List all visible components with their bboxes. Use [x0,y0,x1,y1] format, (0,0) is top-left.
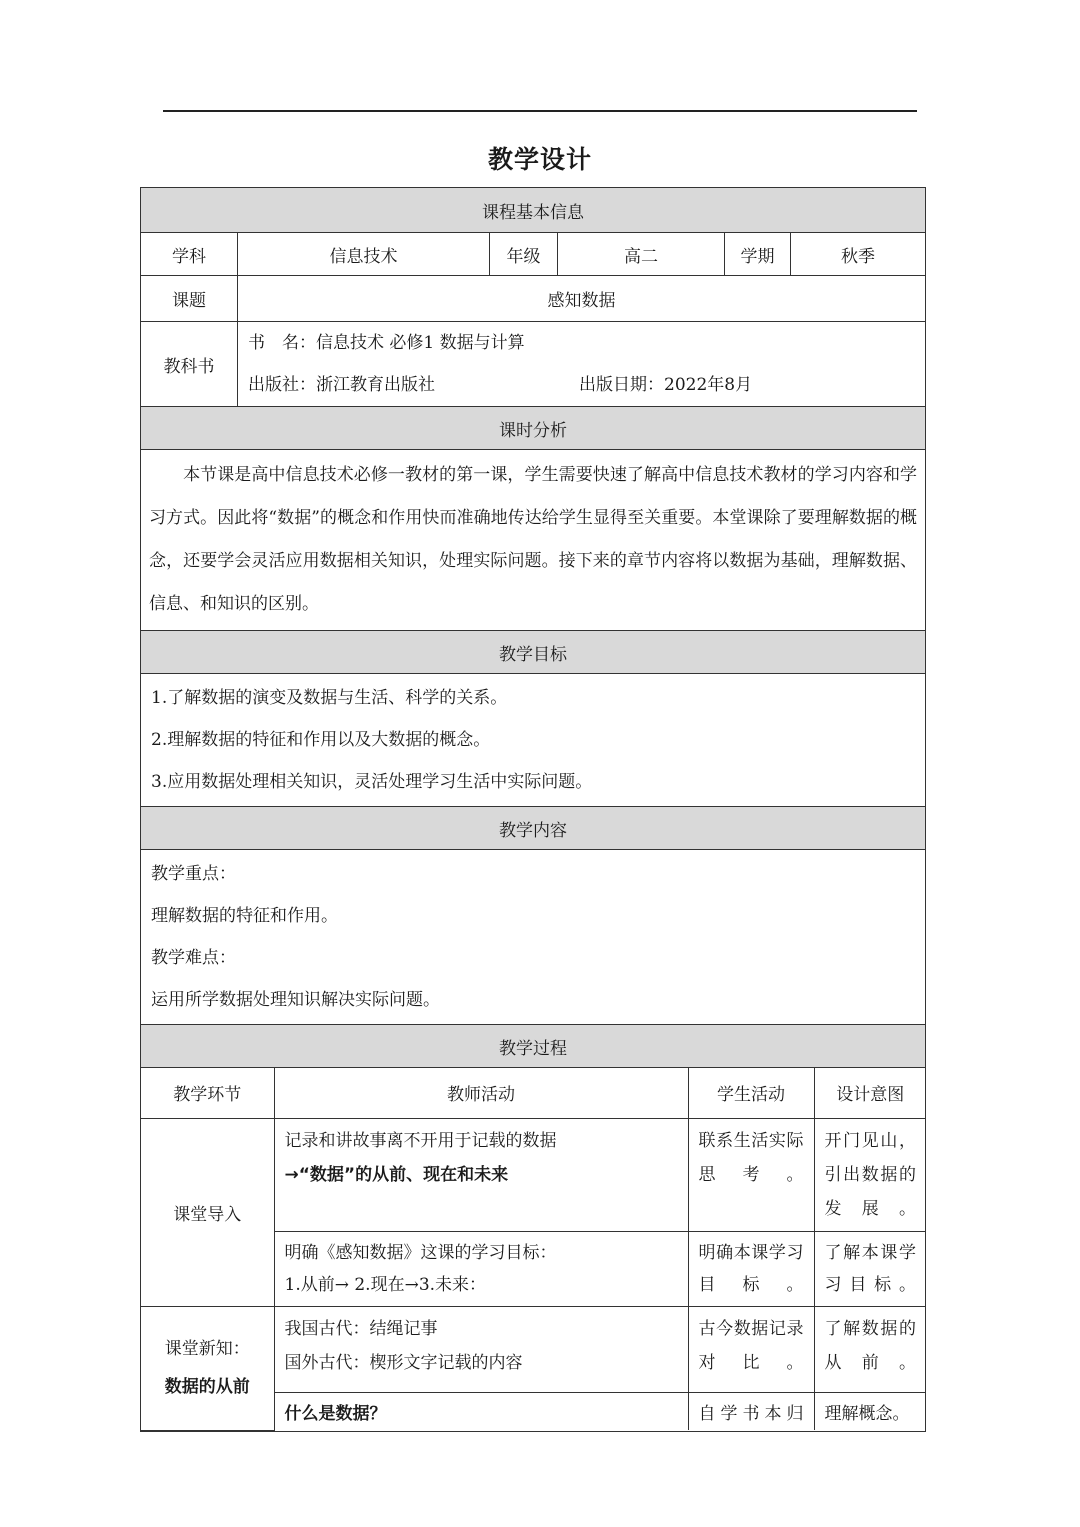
stage-intro: 课堂导入 [141,1118,274,1306]
stage-new-knowledge [141,1306,274,1430]
top-rule [163,110,917,112]
goal-item: 3.应用数据处理相关知识，灵活处理学习生活中实际问题。 [151,772,593,792]
section-lesson-analysis: 课时分析 [141,407,926,450]
section-teaching-content: 教学内容 [141,807,926,850]
teacher-activity: 什么是数据？ [274,1392,688,1430]
document-title: 教学设计 [487,145,592,174]
section-basic-info: 课程基本信息 [141,188,926,233]
key-point-label: 教学重点： [151,864,236,884]
student-activity: 自学书本归 [688,1392,814,1430]
term-label: 学期 [725,233,791,276]
term-value: 秋季 [791,233,926,276]
textbook-label: 教科书 [141,322,238,407]
header-stage: 教学环节 [141,1068,274,1118]
goals-list [141,674,926,807]
publisher-line [248,364,915,406]
goal-item: 2.理解数据的特征和作用以及大数据的概念。 [151,730,491,750]
topic-label: 课题 [141,276,238,322]
design-intent: 开门见山，引出数据的发展。 [814,1118,926,1231]
teacher-line: 1.从前→ 2.现在→3.未来： [284,1274,487,1295]
design-intent: 理解概念。 [814,1392,926,1430]
process-table [141,1068,926,1431]
publisher: 出版社：浙江教育出版社 [248,375,435,395]
publish-date: 出版日期：2022年8月 [579,375,753,395]
content-list [141,850,926,1025]
header-student-activity: 学生活动 [688,1068,814,1118]
header-design-intent: 设计意图 [814,1068,926,1118]
stage-subtitle: 数据的从前 [164,1377,250,1397]
design-intent: 了解数据的从前。 [814,1306,926,1392]
book-name: 书 名：信息技术 必修1 数据与计算 [248,333,525,353]
student-activity: 明确本课学习目标。 [688,1231,814,1306]
grade-label: 年级 [490,233,558,276]
teacher-activity [274,1231,688,1306]
goal-item: 1.了解数据的演变及数据与生活、科学的关系。 [151,688,508,708]
teacher-activity [274,1306,688,1392]
process-container [141,1068,926,1432]
teacher-activity [274,1118,688,1231]
teacher-line: 记录和讲故事离不开用于记载的数据 [284,1130,557,1151]
subject-value: 信息技术 [238,233,490,276]
textbook-info [238,322,926,407]
stage-label: 课堂新知： [164,1339,250,1359]
section-teaching-goals: 教学目标 [141,631,926,674]
student-activity: 联系生活实际思考。 [688,1118,814,1231]
grade-value: 高二 [558,233,725,276]
teacher-line: →“数据”的从前、现在和未来 [284,1164,509,1185]
key-point: 理解数据的特征和作用。 [151,906,338,926]
analysis-paragraph [141,450,926,631]
student-activity: 古今数据记录对比。 [688,1306,814,1392]
difficulty: 运用所学数据处理知识解决实际问题。 [151,990,440,1010]
teacher-line: 我国古代：结绳记事 [284,1318,438,1339]
lesson-plan-table [140,187,926,1432]
analysis-text: 本节课是高中信息技术必修一教材的第一课，学生需要快速了解高中信息技术教材的学习内容和学习方式。因此将“数据”的概念和作用快而准确地传达给学生显得至关重要。本堂课除了要理解数据的概念，还要学会灵活应用数据相关知识，处理实际问题。接下来的章节内容将以数据为基础，理解数据、信息、和知识的区别。 [149,465,918,614]
design-intent: 了解本课学习目标。 [814,1231,926,1306]
header-teacher-activity: 教师活动 [274,1068,688,1118]
difficulty-label: 教学难点： [151,948,236,968]
section-teaching-process: 教学过程 [141,1025,926,1068]
teacher-line: 明确《感知数据》这课的学习目标： [284,1242,557,1263]
subject-label: 学科 [141,233,238,276]
teacher-line: 国外古代：楔形文字记载的内容 [284,1352,523,1373]
topic-value: 感知数据 [238,276,926,322]
